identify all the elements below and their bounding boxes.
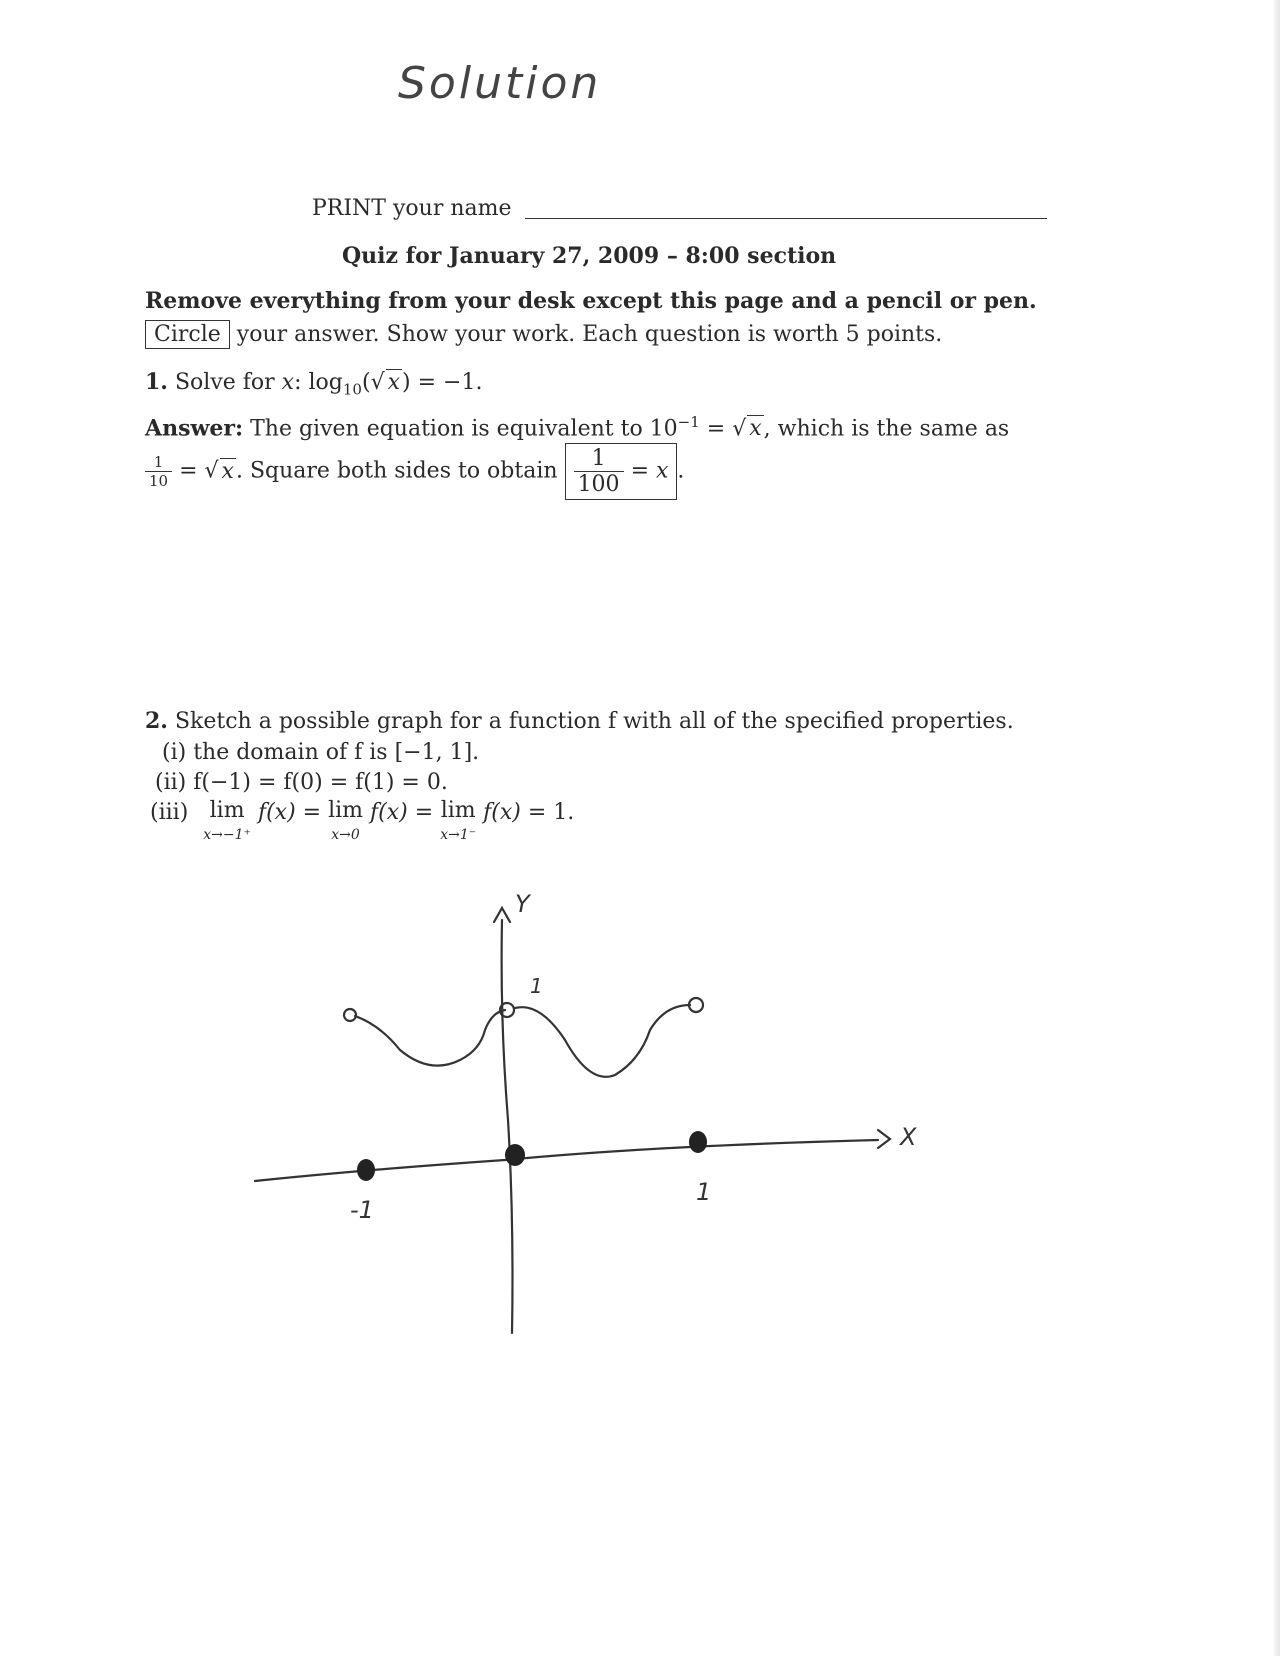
q1-answer-label: Answer:: [145, 415, 244, 442]
q1-answer-text-2: which is the same as: [777, 416, 1010, 442]
q2-item-ii-label: (ii): [155, 770, 187, 795]
q1-prompt-prefix: Solve for: [174, 370, 275, 395]
q1-answer-sqrt-x: x: [749, 416, 762, 442]
print-name-label: PRINT your name: [312, 196, 512, 221]
q2-item-i-text: the domain of f is [−1, 1].: [193, 740, 480, 765]
sketch-x-axis: [255, 1140, 878, 1181]
q1-log-base: 10: [342, 380, 362, 399]
quiz-title: Quiz for January 27, 2009 – 8:00 section: [342, 243, 837, 269]
sketch-tick-pos1: 1: [696, 1178, 712, 1206]
q1-colon: :: [294, 370, 302, 395]
q1-line2-sqrt-x: x: [221, 458, 234, 484]
sketch-curve-left: [355, 1010, 505, 1066]
q2-end: = 1.: [527, 800, 575, 825]
sketch-y-tick-1: 1: [530, 974, 543, 998]
sketch-x-arrow: [878, 1130, 890, 1148]
lim-sub-2: x→0: [331, 827, 360, 843]
q1-number: 1.: [145, 369, 168, 395]
q1-small-frac-num: 1: [145, 453, 172, 472]
q1-boxed-den: 100: [577, 472, 620, 497]
q1-answer-text: The given equation is equivalent to 10: [250, 416, 678, 442]
sketch-y-axis: [502, 920, 513, 1333]
sketch-tick-neg1: -1: [350, 1196, 374, 1224]
q1-line2-text: Square both sides to obtain: [249, 458, 558, 484]
q2-eq-1: =: [302, 800, 322, 825]
q1-equals-tail: = −1.: [417, 370, 483, 395]
sketch-curve-right: [515, 1005, 690, 1077]
q1-sqrt-x: x: [387, 370, 401, 395]
sketch-x-label: X: [900, 1123, 917, 1151]
sketch-dot-pos1: [689, 1131, 707, 1153]
q2-item-i-label: (i): [162, 740, 187, 765]
sketch-dot-origin: [505, 1144, 525, 1166]
q1-var: x: [281, 370, 295, 395]
lim-word-1: lim: [209, 798, 245, 823]
q2-item-ii-text: f(−1) = f(0) = f(1) = 0.: [193, 770, 448, 795]
q1-small-frac-den: 10: [149, 472, 169, 490]
q1-prompt: 1. Solve for x: $\log_{10}(√$ x) = −1.: [145, 369, 483, 399]
q1-boxed-eq: = x: [630, 458, 669, 484]
lim-sub-1: x→−1⁺: [203, 827, 251, 843]
lim-sub-3: x→1⁻: [440, 827, 477, 843]
q2-eq-2: =: [414, 800, 434, 825]
q2-prompt-text: Sketch a possible graph for a function f with all of the specified properties.: [174, 709, 1014, 734]
lim-word-3: lim: [440, 798, 476, 823]
circle-word-box: Circle: [145, 320, 230, 349]
q1-exponent: −1: [677, 413, 700, 431]
instruction-line-1: Remove everything from your desk except this page and a pencil or pen.: [145, 288, 1037, 314]
sketch-dot-neg1: [357, 1159, 375, 1181]
q1-answer-line-1: Answer: The given equation is equivalent to $10^{-1}$ = √ x, which is the same as: [145, 413, 1010, 442]
q2-fx-1: f(x): [257, 800, 296, 825]
q1-boxed-num: 1: [574, 446, 624, 472]
q1-answer-line-2: $\frac{1}{10}$ = √ x. Square both sides to obtain $\frac{1}{100}$ = x .: [145, 443, 684, 500]
lim-word-2: lim: [328, 798, 364, 823]
sketch-y-label: Y: [515, 890, 530, 918]
q2-number: 2.: [145, 708, 168, 734]
handwritten-solution-title: Solution: [398, 58, 602, 109]
instruction-line-2-text: your answer. Show your work. Each question is worth 5 points.: [236, 322, 943, 347]
q1-log: log: [308, 370, 343, 395]
q2-fx-3: f(x): [483, 800, 521, 825]
q2-item-iii-label: (iii): [150, 800, 189, 825]
sketch-open-circle-left: [344, 1009, 356, 1021]
q2-fx-2: f(x): [370, 800, 408, 825]
